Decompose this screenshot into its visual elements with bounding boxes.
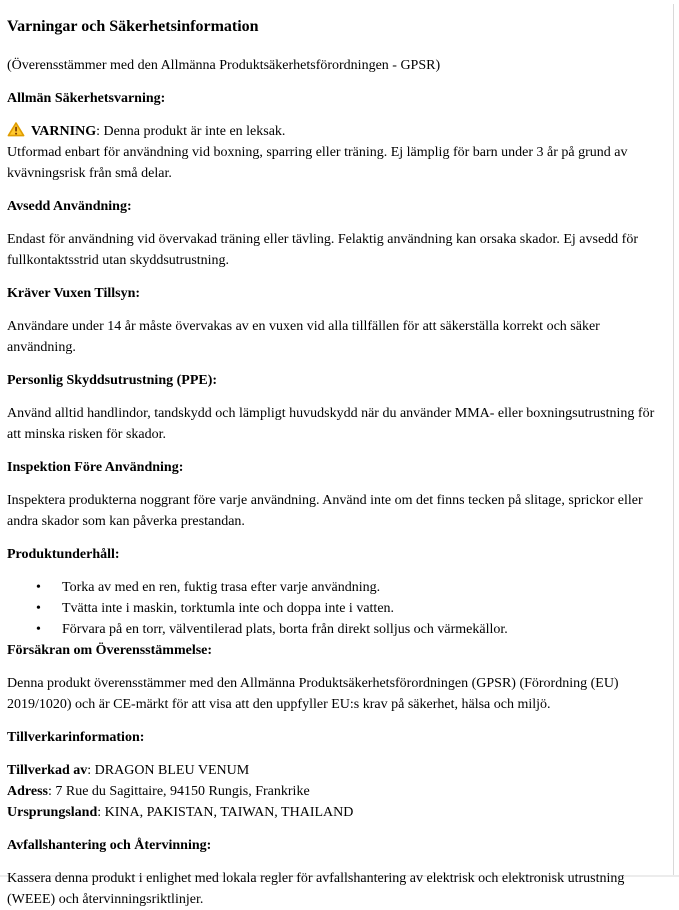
document-subtitle: (Överensstämmer med den Allmänna Produktsäkerhetsförordningen - GPSR) (7, 58, 441, 73)
origin-label: Ursprungsland (7, 805, 98, 820)
paragraph-general-safety: Utformad enbart för användning vid boxning, sparring eller träning. Ej lämplig för barn under 3 år på grund av kvävningsrisk från små delar. (7, 145, 628, 181)
warning-label: VARNING (31, 124, 97, 139)
manufacturer-label: Tillverkad av (7, 763, 88, 778)
section-adult-supervision (7, 283, 658, 358)
section-ppe (7, 370, 658, 445)
section-maintenance (7, 544, 658, 640)
section-heading-conformity: Försäkran om Överensstämmelse: (7, 643, 213, 658)
address-line (7, 781, 658, 802)
maintenance-bullet-list (7, 577, 658, 640)
warning-text: : Denna produkt är inte en leksak. (96, 124, 286, 139)
manufacturer-line (7, 760, 658, 781)
paragraph-ppe: Använd alltid handlindor, tandskydd och lämpligt huvudskydd när du använder MMA- eller boxningsutrustning för att minska risken för skador. (7, 406, 655, 442)
warning-triangle-icon (7, 122, 25, 137)
section-general-safety (7, 88, 658, 184)
section-heading-inspection: Inspektion Före Användning: (7, 460, 184, 475)
page-edge-line (673, 4, 674, 875)
list-item: • Torka av med en ren, fuktig trasa efter varje användning. (7, 577, 658, 598)
paragraph-waste: Kassera denna produkt i enlighet med lokala regler för avfallshantering av elektrisk och elektronisk utrustning (WEEE) och återvinningsriktlinjer. (7, 871, 625, 907)
section-conformity (7, 640, 658, 715)
paragraph-intended-use: Endast för användning vid övervakad träning eller tävling. Felaktig användning kan orsaka skador. Ej avsedd för fullkontaktsstrid utan skyddsutrustning. (7, 232, 638, 268)
paragraph-inspection: Inspektera produkterna noggrant före varje användning. Använd inte om det finns tecken på slitage, sprickor eller andra skador som kan påverka prestandan. (7, 493, 643, 529)
manufacturer-info-block (7, 760, 658, 823)
list-item: • Tvätta inte i maskin, torktumla inte och doppa inte i vatten. (7, 598, 658, 619)
origin-line (7, 802, 658, 823)
warning-line (7, 121, 658, 142)
section-heading-maintenance: Produktunderhåll: (7, 547, 120, 562)
paragraph-adult-supervision: Användare under 14 år måste övervakas av en vuxen vid alla tillfällen för att säkerställa korrekt och säker användning. (7, 319, 600, 355)
address-label: Adress (7, 784, 48, 799)
section-inspection (7, 457, 658, 532)
section-heading-general-safety: Allmän Säkerhetsvarning: (7, 91, 166, 106)
section-waste (7, 835, 658, 910)
section-heading-manufacturer: Tillverkarinformation: (7, 730, 145, 745)
section-heading-ppe: Personlig Skyddsutrustning (PPE): (7, 373, 218, 388)
section-heading-adult-supervision: Kräver Vuxen Tillsyn: (7, 286, 141, 301)
section-heading-intended-use: Avsedd Användning: (7, 199, 132, 214)
address-value: : 7 Rue du Sagittaire, 94150 Rungis, Frankrike (47, 784, 310, 799)
section-intended-use (7, 196, 658, 271)
page-title: Varningar och Säkerhetsinformation (7, 18, 259, 35)
manufacturer-value: : DRAGON BLEU VENUM (87, 763, 250, 778)
section-manufacturer (7, 727, 658, 823)
origin-value: : KINA, PAKISTAN, TAIWAN, THAILAND (97, 805, 354, 820)
list-item: • Förvara på en torr, välventilerad plats, borta från direkt solljus och värmekällor. (7, 619, 658, 640)
paragraph-conformity: Denna produkt överensstämmer med den Allmänna Produktsäkerhetsförordningen (GPSR) (Förordning (EU) 2019/1020) och är CE-märkt för att visa att den uppfyller EU:s krav på säkerhet, hälsa och miljö. (7, 676, 619, 712)
section-heading-waste: Avfallshantering och Återvinning: (7, 838, 212, 853)
